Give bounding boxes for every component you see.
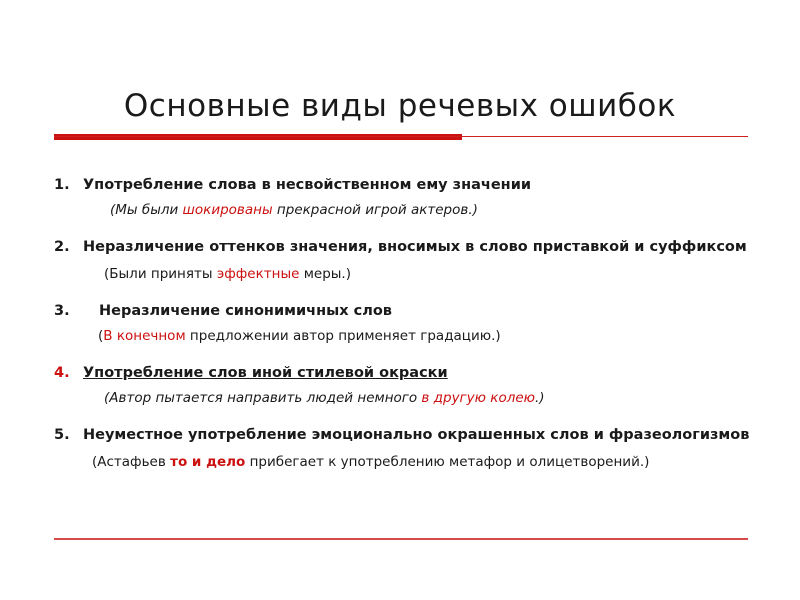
list-item-heading (54, 425, 754, 446)
item-heading-text: Употребление слова в несвойственном ему значении (83, 177, 532, 193)
example-text: .) (535, 390, 545, 406)
example-text: (Мы были (110, 202, 183, 218)
list-item-heading (54, 301, 754, 322)
example-text: предложении автор применяет градацию.) (185, 328, 501, 344)
item-heading-text: Неразличение оттенков значения, вносимых в слово приставкой и суффиксом (83, 239, 747, 255)
item-example (54, 264, 754, 284)
item-number: 5. (54, 427, 70, 443)
item-example (54, 388, 754, 408)
footer-divider-line (54, 538, 748, 540)
item-number: 3. (54, 303, 70, 319)
item-example (54, 200, 754, 220)
example-text: прибегает к употреблению метафор и олицетворений.) (245, 454, 650, 470)
list-item-heading (54, 363, 754, 384)
example-text: (Автор пытается направить людей немного (104, 390, 422, 406)
error-types-list (54, 175, 754, 472)
example-error-word: эффектные (216, 266, 300, 282)
item-number: 2. (54, 239, 70, 255)
item-example (54, 452, 754, 472)
item-number: 1. (54, 177, 70, 193)
item-heading-text: Употребление слов иной стилевой окраски (83, 365, 448, 381)
item-heading-text: Неразличение синонимичных слов (99, 303, 392, 319)
item-number: 4. (54, 365, 70, 381)
list-item-heading (54, 175, 754, 196)
example-text: (Астафьев (92, 454, 171, 470)
example-text: меры.) (299, 266, 351, 282)
title-divider-line (54, 136, 748, 137)
item-example (54, 326, 754, 346)
slide-title: Основные виды речевых ошибок (123, 88, 677, 124)
list-item-heading (54, 237, 754, 258)
example-text: (Были приняты (104, 266, 217, 282)
example-error-word: В конечном (103, 328, 186, 344)
title-accent-bar (54, 134, 462, 140)
example-text: прекрасной игрой актеров.) (272, 202, 478, 218)
example-error-word: шокированы (182, 202, 273, 218)
item-heading-text: Неуместное употребление эмоционально окрашенных слов и фразеологизмов (83, 427, 750, 443)
example-text: ( (98, 328, 104, 344)
example-error-word: в другую колею (421, 390, 536, 406)
example-error-word: то и дело (170, 454, 246, 470)
